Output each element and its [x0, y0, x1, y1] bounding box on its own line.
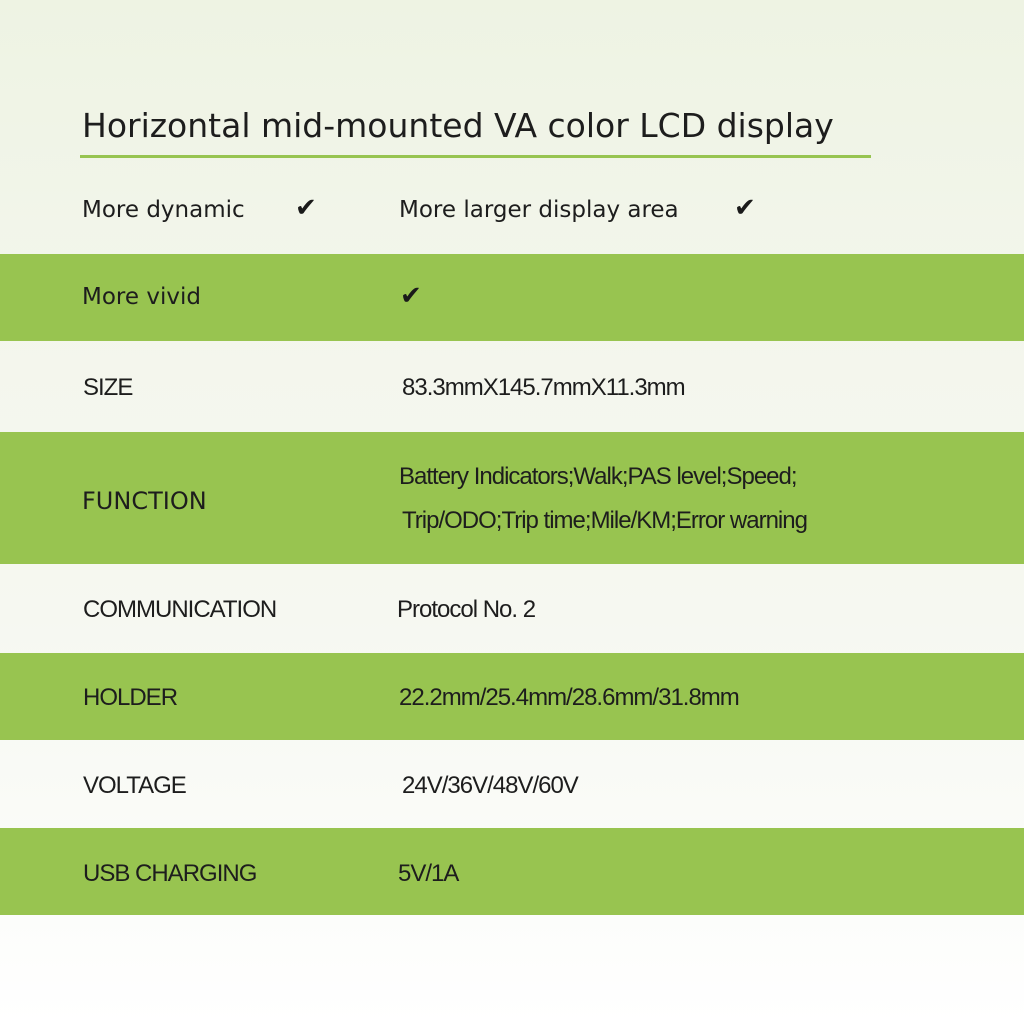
spec-label-usb-charging: USB CHARGING — [83, 860, 257, 887]
page-title: Horizontal mid-mounted VA color LCD display — [82, 106, 834, 145]
spec-label-function: FUNCTION — [82, 487, 207, 515]
spec-row-communication — [0, 564, 1024, 653]
spec-row-usb-charging — [0, 828, 1024, 915]
spec-row-holder — [0, 653, 1024, 740]
feature-row-2 — [0, 254, 1024, 341]
spec-label-voltage: VOLTAGE — [83, 772, 186, 799]
spec-label-holder: HOLDER — [83, 684, 178, 711]
feature-more-vivid: More vivid — [82, 284, 201, 310]
feature-more-dynamic: More dynamic — [82, 197, 245, 223]
spec-label-size: SIZE — [83, 374, 133, 401]
check-icon: ✔ — [734, 193, 756, 223]
spec-value-function-line-2: Trip/ODO;Trip time;Mile/KM;Error warning — [402, 507, 807, 534]
title-underline — [80, 155, 871, 158]
spec-row-size — [0, 341, 1024, 432]
spec-row-function — [0, 432, 1024, 564]
spec-value-voltage: 24V/36V/48V/60V — [402, 772, 578, 799]
spec-value-size: 83.3mmX145.7mmX11.3mm — [402, 374, 685, 401]
spec-value-holder: 22.2mm/25.4mm/28.6mm/31.8mm — [399, 684, 739, 711]
spec-row-voltage — [0, 740, 1024, 828]
check-icon: ✔ — [400, 281, 422, 311]
feature-more-larger-display-area: More larger display area — [399, 197, 679, 223]
spec-value-usb-charging: 5V/1A — [398, 860, 459, 887]
spec-label-communication: COMMUNICATION — [83, 596, 277, 623]
spec-value-function-line-1: Battery Indicators;Walk;PAS level;Speed; — [399, 463, 797, 490]
feature-row-1 — [0, 167, 1024, 254]
check-icon: ✔ — [295, 193, 317, 223]
spec-value-communication: Protocol No. 2 — [397, 596, 536, 623]
